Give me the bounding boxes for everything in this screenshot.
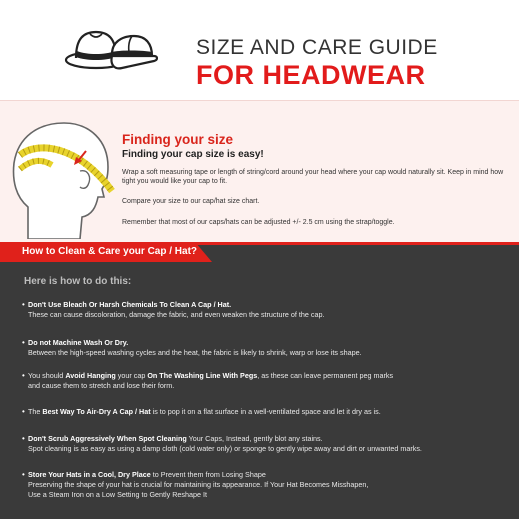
care-tab-label: How to Clean & Care your Cap / Hat? (22, 246, 198, 257)
bullet-icon: • (22, 407, 25, 416)
title-line1: SIZE AND CARE GUIDE (196, 36, 438, 59)
care-item (22, 371, 516, 391)
care-item (22, 470, 516, 500)
care-item-bold: Don't Scrub Aggressively When Spot Cleaning (28, 434, 187, 443)
header (0, 0, 519, 100)
care-item-text: The (28, 407, 43, 416)
title-line2: FOR HEADWEAR (196, 60, 426, 90)
finding-size-section (0, 100, 519, 242)
head-measuring-tape-icon (8, 111, 118, 239)
care-item (22, 407, 516, 417)
care-item-detail: Preserving the shape of your hat is crucial for maintaining its appearance. If Your Hat Becomes Misshapen, (28, 480, 369, 489)
care-item (22, 338, 516, 358)
finding-size-paragraph-2: Compare your size to our cap/hat size chart. (122, 198, 260, 205)
care-item-text: , as these can leave permanent peg marks (257, 371, 394, 380)
bullet-icon: • (22, 300, 25, 309)
care-item-detail: Use a Steam Iron on a Low Setting to Gently Reshape It (28, 490, 207, 499)
care-item-text: is to pop it on a flat surface in a well-ventilated space and let it dry as is. (150, 407, 381, 416)
care-item-bold: Best Way To Air-Dry A Cap / Hat (42, 407, 151, 416)
bullet-icon: • (22, 470, 25, 479)
care-item-text: your cap (115, 371, 148, 380)
bullet-icon: • (22, 434, 25, 443)
finding-size-paragraph-1: Wrap a soft measuring tape or length of string/cord around your head where your cap would naturally sit. Keep in mind how tight you would like your cap to fit. (122, 169, 504, 185)
care-item-detail: and cause them to stretch and lose their form. (28, 381, 175, 390)
care-item-text: to Prevent them from Losing Shape (150, 470, 266, 479)
care-item-text: You should (28, 371, 66, 380)
care-item-bold: On The Washing Line With Pegs (147, 371, 258, 380)
care-item-bold: Avoid Hanging (65, 371, 116, 380)
care-item-detail: Spot cleaning is as easy as using a damp cloth (cold water only) or sponge to gently wipe away and dirt or unwanted marks. (28, 444, 422, 453)
finding-size-paragraph-3: Remember that most of our caps/hats can be adjusted +/- 2.5 cm using the strap/toggle. (122, 219, 395, 226)
care-item-text: Your Caps, Instead, gently blot any stains. (186, 434, 323, 443)
bullet-icon: • (22, 338, 25, 347)
care-item-bold: Don't Use Bleach Or Harsh Chemicals To Clean A Cap / Hat. (28, 300, 232, 309)
care-item-bold: Do not Machine Wash Or Dry. (28, 338, 129, 347)
finding-size-subtitle: Finding your cap size is easy! (122, 149, 264, 160)
care-item (22, 434, 516, 454)
bullet-icon: • (22, 371, 25, 380)
care-item-bold: Store Your Hats in a Cool, Dry Place (28, 470, 151, 479)
fedora-and-cap-icon (62, 24, 158, 84)
finding-size-title: Finding your size (122, 132, 234, 147)
care-intro: Here is how to do this: (24, 276, 132, 287)
care-item (22, 300, 516, 320)
care-item-detail: Between the high-speed washing cycles and the heat, the fabric is likely to shrink, warp or lose its shape. (28, 348, 362, 357)
care-section (0, 242, 519, 519)
care-item-detail: These can cause discoloration, damage the fabric, and even weaken the structure of the cap. (28, 310, 325, 319)
